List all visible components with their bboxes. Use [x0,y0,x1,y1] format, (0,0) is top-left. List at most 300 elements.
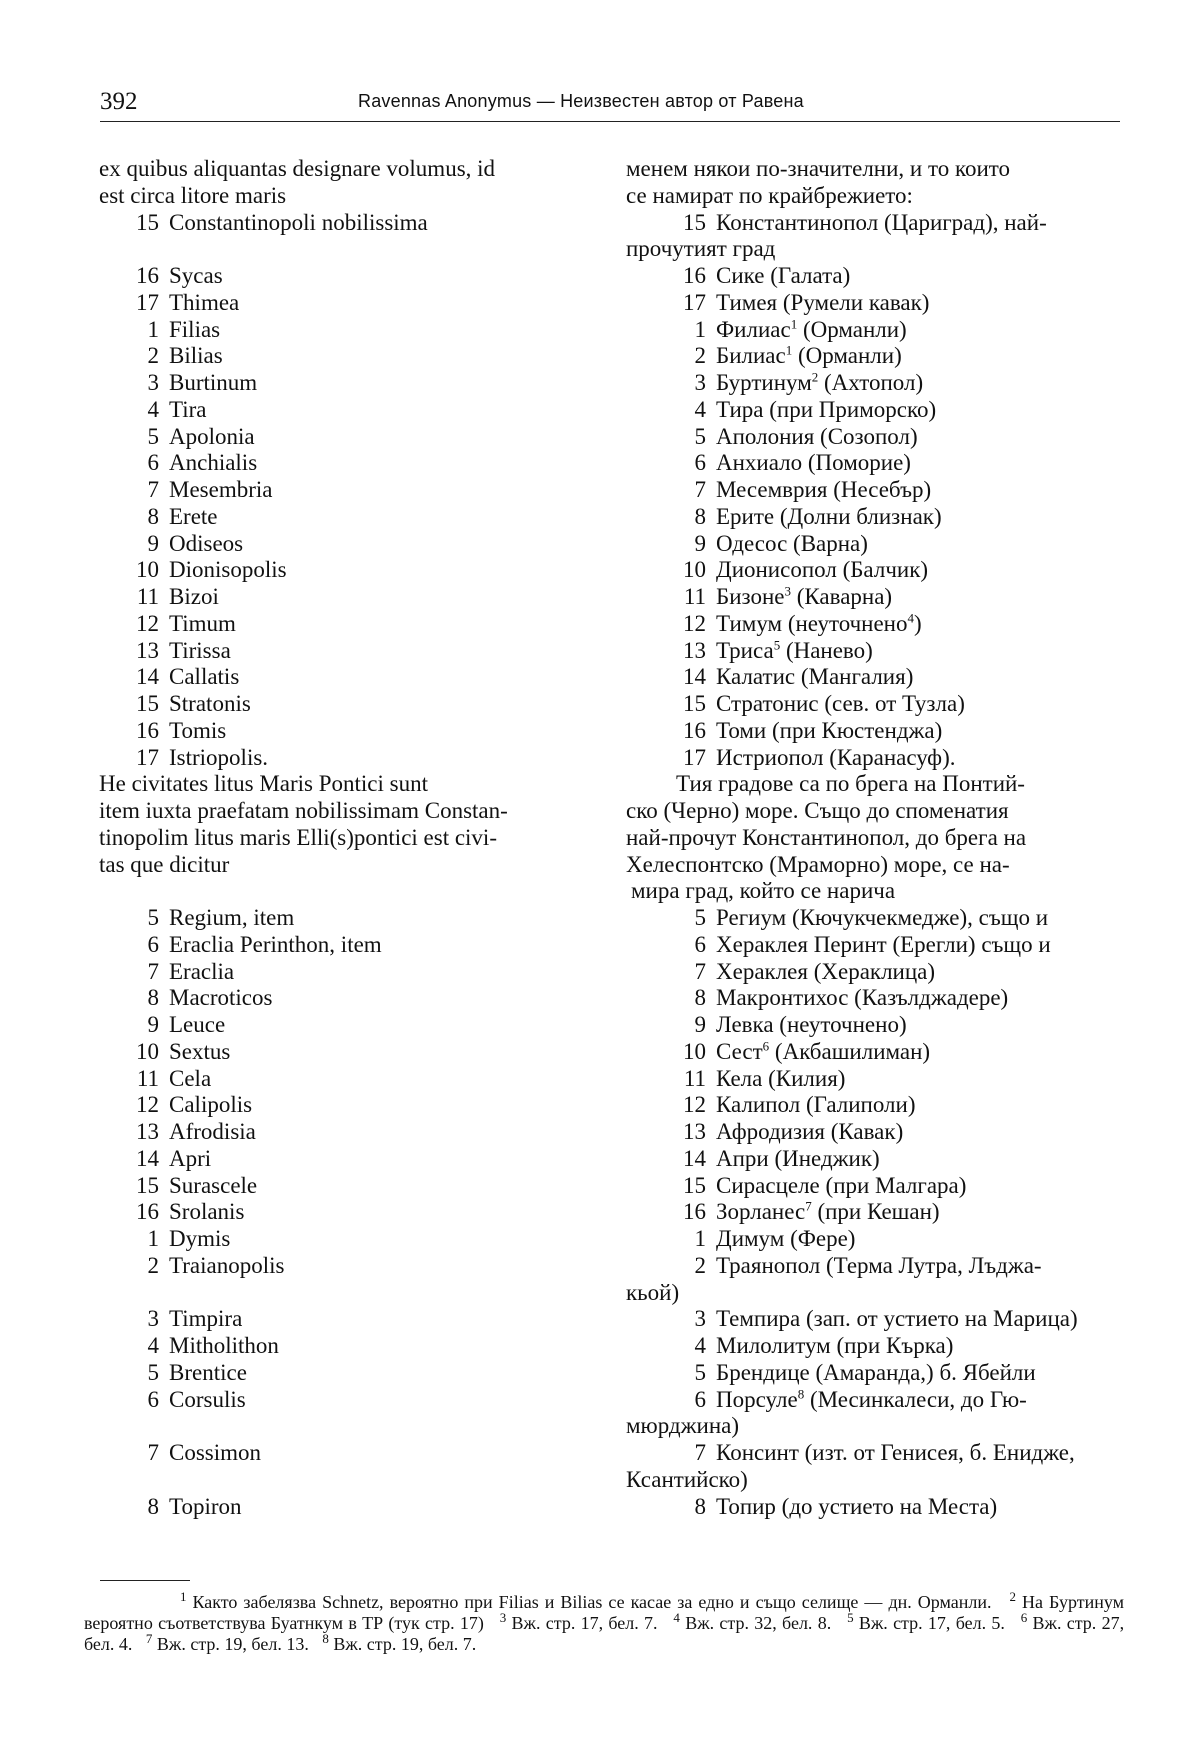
entry-name: Topiron [169,1493,242,1519]
entry-number: 9 [147,530,159,556]
bg-entry [626,905,1126,932]
bg-entry [626,1226,1126,1253]
entry-number: 6 [694,1386,706,1412]
entry-number: 3 [147,1306,159,1332]
entry-number: 14 [683,664,706,690]
footnote-rule [100,1580,190,1581]
entry-name: Ерите [716,503,775,529]
footnote-marker: 2 [811,369,819,385]
bg-entry [626,959,1126,986]
entry-name: Stratonis [169,691,251,716]
entry-number: 4 [694,396,706,422]
bg-entry [626,1306,1126,1333]
entry-name: Odiseos [169,530,244,556]
entry-number: 1 [147,1226,159,1251]
entry-note: (Созопол) [820,423,918,449]
entry-note: (Мангалия) [800,664,914,690]
entry-number: 9 [147,1012,159,1037]
entry-number: 11 [136,1065,159,1091]
footnote-text: Вж. стр. 32, бел. 8. [685,1613,832,1633]
entry-number: 3 [694,1306,706,1332]
bg-entry [626,1146,1126,1173]
entry-number: 6 [694,931,706,957]
entry-name: Анхиало [716,450,803,476]
latin-entry [99,1253,599,1280]
footnote-mark: 2 [1009,1589,1017,1604]
footnote-text: Вж. стр. 17, бел. 5. [858,1613,1005,1633]
latin-entry [99,317,599,344]
footnote-mark: 1 [180,1589,187,1604]
entry-name: Tomis [169,717,227,743]
latin-intro-line: est circa litore maris [99,182,287,208]
entry-name: Leuce [169,1012,226,1037]
entry-note: (при Малгара) [825,1172,967,1198]
entry-number: 4 [147,1333,159,1358]
entry-number: 12 [136,1092,159,1118]
entry-number: 8 [694,1493,706,1519]
entry-note: (Казълджадере) [854,985,1009,1011]
entry-name: Bilias [169,343,223,369]
entry-number: 1 [147,316,159,342]
bg-entry [626,611,1126,638]
entry-number: 7 [694,958,706,984]
entry-note: (Нанево) [785,637,873,663]
entry-name: Dionisopolis [169,557,287,583]
entry-name: Буртинум [716,370,812,395]
entry-note: (Каранасуф). [829,744,956,770]
entry-number: 14 [136,1145,159,1171]
entry-name: Одесос [716,530,788,556]
entry-number: 10 [683,557,706,583]
entry-number: 5 [694,1359,706,1385]
entry-note-close: ) [914,610,922,636]
entry-number: 14 [136,664,159,690]
entry-number: 5 [147,1359,159,1385]
entry-note: (при Приморско) [769,396,937,422]
entry-number: 11 [136,584,159,609]
entry-number: 2 [147,1252,159,1278]
entry-name: Timum [169,610,236,636]
entry-name: Региум [716,905,787,930]
entry-number: 9 [694,1012,706,1037]
entry-name: Димум [716,1226,785,1251]
entry-number: 5 [147,423,159,449]
entry-number: 5 [147,905,159,930]
bg-entry [626,1119,1126,1146]
entry-note: (Ерегли) също и [892,931,1051,957]
entry-number: 17 [683,744,706,770]
entry-name: Dymis [169,1226,231,1251]
latin-entry [99,1440,599,1467]
bg-entry [626,317,1126,344]
entry-note: (Кючукчекмедже), също и [791,905,1049,930]
footnote-marker: 6 [762,1038,770,1054]
entry-name: Калатис [716,664,796,690]
entry-number: 15 [683,691,706,716]
entry-name: Srolanis [169,1199,245,1225]
bg-entry [626,263,1126,290]
entry-note: (Акбашилиман) [774,1038,931,1064]
bg-para-line: Тия градове са по брега на Понтий- [676,771,1025,797]
entry-number: 10 [136,557,159,583]
bg-entry [626,718,1126,745]
footnote-marker: 5 [773,636,781,652]
bg-entry [626,1066,1126,1093]
latin-entry [99,1494,599,1521]
entry-text: Темпира (зап. от устието на Марица) [716,1306,1078,1332]
entry-number: 7 [694,477,706,502]
entry-name: Anchialis [169,450,258,476]
bg-entry [626,691,1126,718]
latin-para-line: tinopolim litus maris Elli(s)pontici est civi- [99,824,497,850]
latin-entry [99,1199,599,1226]
entry-number: 17 [136,289,159,315]
bg-entry [626,290,1126,317]
entry-name: Хераклея [716,958,808,984]
entry-text: Милолитум (при Кърка) [716,1333,954,1358]
entry-name: Бизоне [716,584,785,609]
entry-note: (сев. от Тузла) [824,691,965,716]
latin-entry [99,745,599,772]
entry-name: Tirissa [169,637,231,663]
bg-entry [626,745,1126,772]
entry-note: (Несебър) [833,477,932,502]
entry-name: Левка [716,1012,774,1037]
entry-number: 10 [683,1038,706,1064]
latin-entry [99,1146,599,1173]
entry-number: 8 [694,503,706,529]
entry-name: Tira [169,396,207,422]
footnote-text: Вж. стр. 17, бел. 7. [511,1613,658,1633]
bg-para-line: ско (Черно) море. Също до споменатия [626,798,1009,823]
entry-text: Консинт (изт. от Генисея, б. Енидже, [716,1440,1075,1465]
latin-entry [99,611,599,638]
entry-name: Sextus [169,1038,231,1064]
bg-entry [626,1173,1126,1200]
entry-number: 13 [136,1119,159,1144]
entry-note: (Месинкалеси, до Гю- [809,1386,1027,1412]
entry-number: 16 [683,1199,706,1225]
entry-number: 2 [694,343,706,369]
entry-number: 5 [694,905,706,930]
entry-name: Afrodisia [169,1119,256,1144]
entry-name: Eraclia Perinthon, item [169,931,382,957]
latin-entry [99,718,599,745]
footnote-marker: 1 [785,342,793,358]
entry-note: (Ахтопол) [824,370,924,395]
entry-number: 6 [147,931,159,957]
entry-name: Brentice [169,1359,247,1385]
footnote-marker: 7 [805,1198,812,1214]
entry-number: 11 [683,584,706,609]
entry-name: Томи [716,717,767,743]
entry-note: (Орманли) [802,316,907,342]
entry-note: (Каварна) [796,584,893,609]
entry-name: Regium, item [169,905,295,930]
latin-entry [99,932,599,959]
entry-number: 16 [136,1199,159,1225]
latin-para-line: item iuxta praefatam nobilissimam Constan- [99,798,508,823]
entry-note: (Галата) [770,263,851,288]
bg-entry [626,477,1126,504]
bg-entry [626,557,1126,584]
entry-number: 5 [694,423,706,449]
entry-name: Филиас [716,316,791,342]
latin-column [99,156,599,1520]
entry-name: Тира [716,396,764,422]
latin-list-2 [99,905,599,1280]
entry-number: 12 [683,1092,706,1118]
latin-entry [99,1306,599,1333]
footnote-mark: 7 [145,1631,153,1646]
entry-note: (Долни близнак) [779,503,942,529]
entry-text: Константинопол (Цариград), най- [716,209,1047,235]
entry-name: Callatis [169,664,240,690]
entry-name: Surascele [169,1172,258,1198]
bg-entry-continuation: Ксантийско) [626,1466,748,1492]
entry-name: Сирасцеле [716,1172,820,1198]
entry-number: 6 [147,1386,159,1412]
entry-name: Кела [716,1065,763,1091]
bg-entry [626,584,1126,611]
entry-name: Traianopolis [169,1252,285,1278]
entry-note: (Инеджик) [774,1145,880,1171]
footnote-text: На Буртинум вероятно съответствува Буатнкум в ТР (тук стр. 17) [84,1592,1124,1633]
entry-note: (Орманли) [797,343,902,369]
bulgarian-column [626,156,1126,1520]
entry-name: Афродизия [716,1119,825,1144]
bg-entry [626,1440,1126,1467]
footnotes [84,1589,1125,1655]
entry-name: Аполония [716,423,815,449]
entry-name: Bizoi [169,584,219,609]
entry-name: Sycas [169,263,223,288]
entry-name: Filias [169,316,221,342]
entry-name: Eraclia [169,958,235,984]
entry-name: Тимея [716,289,778,315]
latin-entry [99,343,599,370]
bg-entry [626,985,1126,1012]
entry-note: (Кавак) [830,1119,904,1144]
latin-entry [99,1012,599,1039]
latin-para-line: He civitates litus Maris Pontici sunt [99,771,428,797]
entry-number: 13 [136,637,159,663]
entry-name: Стратонис [716,691,819,716]
bg-para-line: мира град, който се нарича [631,878,896,904]
bg-list-1 [626,263,1126,771]
latin-entry [99,504,599,531]
entry-note: (при Кюстенджа) [772,717,943,743]
latin-intro-line: ex quibus aliquantas designare volumus, id [99,156,496,181]
bg-entry [626,1387,1126,1414]
latin-entry [99,531,599,558]
bg-intro-line: менем някои по-значителни, и то които [626,156,1011,181]
latin-entry [99,397,599,424]
entry-name: Mesembria [169,477,273,502]
latin-entry [99,1360,599,1387]
latin-list-3 [99,1306,599,1413]
entry-note: (Галиполи) [805,1092,916,1118]
footnote-text: Вж. стр. 27, бел. 4. [84,1613,1125,1654]
latin-entry [99,664,599,691]
entry-number: 16 [136,263,159,288]
latin-entry [99,985,599,1012]
entry-name: Cossimon [169,1440,262,1465]
bg-entry [626,370,1126,397]
bg-entry [626,531,1126,558]
entry-number: 13 [683,637,706,663]
latin-entry [99,290,599,317]
bg-entry [626,450,1126,477]
bg-entry-continuation: мюрджина) [626,1413,740,1439]
latin-entry [99,370,599,397]
entry-number: 15 [136,691,159,716]
entry-name: Timpira [169,1306,243,1332]
entry-number: 8 [147,985,159,1011]
entry-name: Erete [169,503,218,529]
entry-name: Thimea [169,289,240,315]
entry-number: 7 [147,1440,159,1465]
latin-entry [99,638,599,665]
entry-number: 14 [683,1145,706,1171]
bg-entry-continuation: кьой) [626,1279,680,1305]
entry-number: 6 [147,450,159,476]
entry-name: Macroticos [169,985,273,1011]
entry-name: Дионисопол [716,557,837,583]
bg-entry [626,504,1126,531]
latin-entry [99,1226,599,1253]
entry-number: 4 [694,1333,706,1358]
entry-number: 7 [694,1440,706,1465]
latin-entry [99,477,599,504]
footnote-mark: 8 [322,1631,329,1646]
bg-entry-continuation: прочутият град [626,236,776,262]
entry-number: 2 [147,343,159,369]
entry-number: 4 [147,396,159,422]
bg-entry [626,1253,1126,1280]
entry-name: Месемврия [716,477,828,502]
entry-text: Брендице (Амаранда,) б. Ябейли [716,1359,1036,1385]
entry-name: Апри [716,1145,769,1171]
entry-name: Constantinopoli nobilissima [169,209,428,235]
entry-note: (Фере) [790,1226,856,1251]
latin-entry [99,1039,599,1066]
entry-name: Сест [716,1038,763,1064]
latin-para-line: tas que dicitur [99,851,230,877]
entry-number: 7 [147,477,159,502]
bg-entry [626,1012,1126,1039]
latin-entry [99,557,599,584]
entry-number: 9 [694,530,706,556]
entry-number: 17 [136,744,159,770]
entry-note: (неуточнено) [779,1012,907,1037]
entry-number: 12 [683,610,706,636]
entry-note: (при Кешан) [817,1199,940,1225]
bg-entry [626,210,1126,237]
bg-entry [626,1199,1126,1226]
entry-number: 2 [694,1252,706,1278]
entry-number: 8 [147,503,159,529]
footnote-text: Както забелязва Schnetz, вероятно при Filias и Bilias се касае за едно и също селище — дн. Орманли. [192,1592,992,1612]
bg-para-line: най-прочут Константинопол, до брега на [626,824,1027,850]
bg-entry [626,1092,1126,1119]
latin-entry [99,424,599,451]
entry-name: Istriopolis. [169,744,269,770]
latin-entry [99,1333,599,1360]
bg-entry [626,343,1126,370]
entry-number: 15 [136,1172,159,1198]
bg-intro-line: се намират по крайбрежието: [626,182,913,208]
entry-number: 12 [136,610,159,636]
entry-number: 16 [683,263,706,288]
latin-entry [99,210,599,237]
entry-number: 13 [683,1119,706,1144]
entry-name: Порсуле [716,1386,798,1412]
entry-number: 1 [694,1226,706,1251]
entry-number: 15 [683,1172,706,1198]
entry-name: Сике [716,263,765,288]
entry-number: 6 [694,450,706,476]
latin-entry [99,1387,599,1414]
latin-entry [99,959,599,986]
entry-number: 3 [147,370,159,395]
bg-entry [626,424,1126,451]
bg-entry [626,1494,1126,1521]
entry-name: Mitholithon [169,1333,279,1358]
page-number: 392 [100,88,138,115]
entry-note: (Балчик) [842,557,929,583]
footnote-marker: 3 [784,583,791,599]
entry-name: Триса [716,637,774,663]
running-title: Ravennas Anonymus — Неизвестен автор от Равена [358,91,804,111]
entry-number: 7 [147,958,159,984]
footnote-text: Вж. стр. 19, бел. 7. [333,1634,477,1654]
entry-number: 16 [683,717,706,743]
entry-note: (Хераклица) [813,958,936,984]
entry-number: 17 [683,289,706,315]
entry-number: 16 [136,717,159,743]
bg-entry [626,932,1126,959]
entry-name: Burtinum [169,370,258,395]
entry-text: Траянопол (Терма Лутра, Лъджа- [716,1252,1042,1278]
latin-entry [99,584,599,611]
entry-name: Apri [169,1145,212,1171]
bg-para-line: Хелеспонтско (Мраморно) море, се на- [626,851,1010,877]
entry-number: 10 [136,1038,159,1064]
footnote-text: Вж. стр. 19, бел. 13. [156,1634,309,1654]
entry-name: Зорланес [716,1199,806,1225]
entry-name: Apolonia [169,423,255,449]
latin-entry [99,1066,599,1093]
footnote-mark: 5 [847,1610,854,1625]
entry-number: 8 [694,985,706,1011]
latin-entry [99,1173,599,1200]
footnote-mark: 4 [673,1610,680,1625]
entry-name: Corsulis [169,1386,246,1412]
header-rule [100,121,1120,122]
bg-entry [626,664,1126,691]
bg-list-2 [626,905,1126,1253]
entry-note: (неуточнено [787,610,908,636]
footnote-marker: 8 [797,1385,805,1401]
entry-name: Макронтихос [716,985,849,1011]
entry-note: (Килия) [768,1065,846,1091]
entry-number: 11 [683,1065,706,1091]
latin-list-1 [99,263,599,771]
latin-entry [99,1119,599,1146]
entry-name: Истриопол [716,744,824,770]
latin-entry [99,691,599,718]
